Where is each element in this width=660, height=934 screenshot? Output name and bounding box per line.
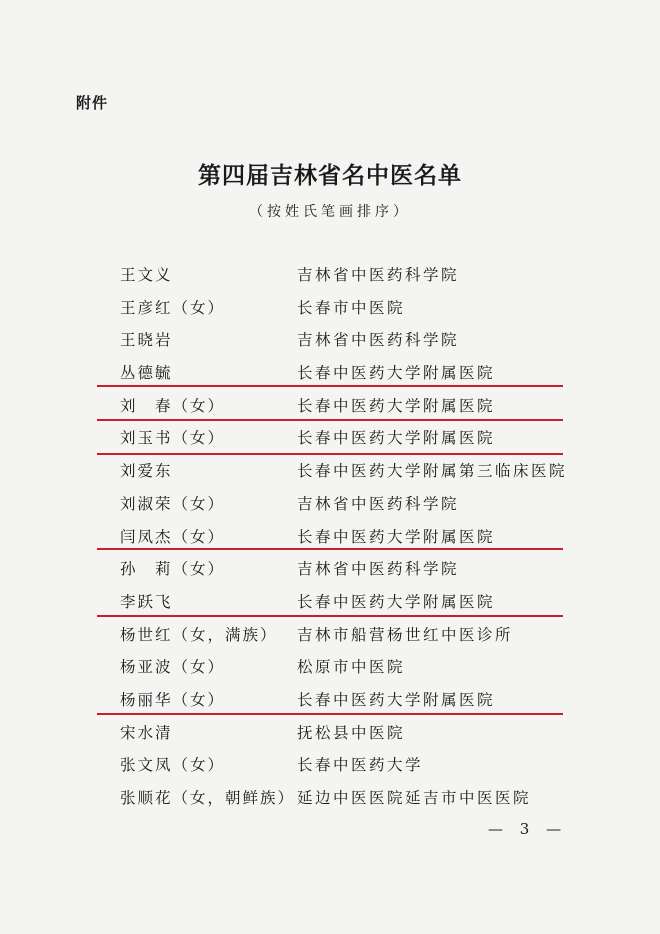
list-item xyxy=(0,650,660,683)
doctor-name: 宋水清 xyxy=(120,723,173,742)
list-item xyxy=(0,356,660,389)
list-item xyxy=(0,389,660,422)
doctor-name: 杨亚波（女） xyxy=(120,658,226,677)
name-list xyxy=(0,258,660,814)
doctor-name: 李跃飞 xyxy=(120,592,173,611)
doctor-name: 丛德毓 xyxy=(120,364,173,383)
list-item xyxy=(0,716,660,749)
doctor-organization: 长春中医药大学附属医院 xyxy=(297,527,496,546)
list-item xyxy=(0,585,660,618)
list-item xyxy=(0,291,660,324)
doctor-organization: 长春中医药大学附属医院 xyxy=(297,592,496,611)
doctor-name: 王彦红（女） xyxy=(120,298,226,317)
doctor-name: 张文凤（女） xyxy=(120,756,226,775)
list-item xyxy=(0,421,660,454)
doctor-organization: 长春市中医院 xyxy=(297,298,406,317)
doctor-name: 刘 春（女） xyxy=(120,396,226,415)
doctor-organization: 吉林省中医药科学院 xyxy=(297,560,460,579)
doctor-organization: 长春中医药大学附属第三临床医院 xyxy=(297,462,568,481)
list-item xyxy=(0,258,660,291)
doctor-organization: 长春中医药大学附属医院 xyxy=(297,690,496,709)
highlight-line xyxy=(97,713,563,715)
list-item xyxy=(0,781,660,814)
doctor-name: 刘爱东 xyxy=(120,462,173,481)
list-item xyxy=(0,454,660,487)
page-title: 第四届吉林省名中医名单 xyxy=(198,162,462,189)
list-item xyxy=(0,618,660,651)
doctor-organization: 长春中医药大学附属医院 xyxy=(297,396,496,415)
attachment-label: 附件 xyxy=(76,94,109,112)
doctor-organization: 长春中医药大学 xyxy=(297,756,424,775)
doctor-name: 刘淑荣（女） xyxy=(120,494,226,513)
highlight-line xyxy=(97,615,563,617)
list-item xyxy=(0,748,660,781)
doctor-organization: 吉林市船营杨世红中医诊所 xyxy=(297,625,514,644)
doctor-name: 孙 莉（女） xyxy=(120,560,226,579)
list-item xyxy=(0,323,660,356)
doctor-name: 杨世红（女，满族） xyxy=(120,625,278,644)
list-item xyxy=(0,552,660,585)
doctor-organization: 吉林省中医药科学院 xyxy=(297,266,460,284)
doctor-organization: 长春中医药大学附属医院 xyxy=(297,364,496,383)
doctor-name: 张顺花（女，朝鲜族） xyxy=(120,789,296,807)
highlight-line xyxy=(97,419,563,421)
doctor-organization: 长春中医药大学附属医院 xyxy=(297,429,496,448)
doctor-organization: 松原市中医院 xyxy=(297,658,406,677)
doctor-name: 杨丽华（女） xyxy=(120,690,226,709)
page-subtitle: （按姓氏笔画排序） xyxy=(249,204,411,220)
highlight-line xyxy=(97,453,563,455)
list-item xyxy=(0,487,660,520)
page-number: — 3 — xyxy=(488,820,568,838)
list-item xyxy=(0,683,660,716)
doctor-name: 王晓岩 xyxy=(120,331,173,350)
doctor-organization: 抚松县中医院 xyxy=(297,723,406,742)
doctor-name: 王文义 xyxy=(120,266,173,284)
doctor-organization: 吉林省中医药科学院 xyxy=(297,494,460,513)
highlight-line xyxy=(97,548,563,550)
doctor-organization: 延边中医医院延吉市中医医院 xyxy=(297,789,532,807)
doctor-name: 刘玉书（女） xyxy=(120,429,226,448)
highlight-line xyxy=(97,385,563,387)
doctor-name: 闫凤杰（女） xyxy=(120,527,226,546)
doctor-organization: 吉林省中医药科学院 xyxy=(297,331,460,350)
